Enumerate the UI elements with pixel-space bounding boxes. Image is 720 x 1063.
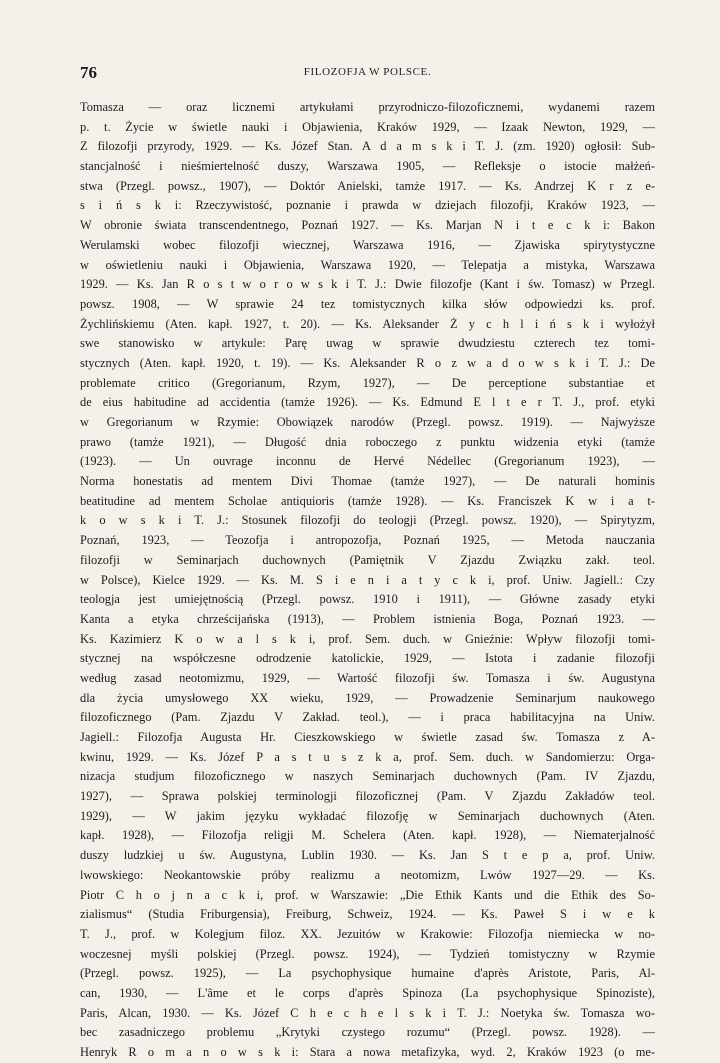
text-line: (1923). — Un ouvrage inconnu de Hervé Nédellec (Gregorianum 1923), —	[80, 454, 655, 469]
text-line: stancjalność i nieśmiertelność duszy, Warszawa 1905, — Refleksje o istocie małżeń-	[80, 159, 655, 174]
text-line: kapł. 1928), — Filozofja religji M. Schelera (Aten. kapł. 1928), — Niematerjalność	[80, 828, 655, 843]
text-line: can, 1930, — L'âme et le corps d'après Spinoza (La psychophysique Spinoziste),	[80, 985, 655, 1000]
text-line: Piotr C h o j n a c k i, prof. w Warszawie: „Die Ethik Kants und die Ethik des So-	[80, 887, 655, 902]
text-line: Żychlińskiemu (Aten. kapł. 1927, t. 20). — Ks. Aleksander Ż y c h l i ń s k i wyłożył	[80, 316, 655, 331]
text-line: teologja jest umiejętnością (Przegl. powsz. 1910 i 1911), — Główne zasady etyki	[80, 592, 655, 607]
text-line: Werulamski wobec filozofji wiecznej, Warszawa 1916, — Zjawiska spirytystyczne	[80, 237, 655, 252]
text-line: beatitudine ad mentem Scholae antiquioris (tamże 1928). — Ks. Franciszek K w i a t-	[80, 493, 655, 508]
page-header	[80, 63, 655, 87]
text-line: dla życia umysłowego XX wieku, 1929, — Prowadzenie Seminarjum naukowego	[80, 690, 655, 705]
text-line: s i ń s k i: Rzeczywistość, poznanie i prawda w dziejach filozofji, Kraków 1923, —	[80, 198, 655, 213]
text-line: Kanta a etyka chrześcijańska (1913), — Problem istnienia Boga, Poznań 1923. —	[80, 611, 655, 626]
text-line: powsz. 1908, — W sprawie 24 tez tomistycznych kilka słów odpowiedzi ks. prof.	[80, 296, 655, 311]
text-line: stycznej na współczesne odrodzenie katolickie, 1929, — Istota i zadanie filozofji	[80, 651, 655, 666]
text-line: problemate critico (Gregorianum, Rzym, 1927), — De perceptione substantiae et	[80, 375, 655, 390]
text-line: de eius habitudine ad accidentia (tamże 1926). — Ks. Edmund E l t e r T. J., prof. etyki	[80, 395, 655, 410]
text-line: swe stanowisko w artykule: Parę uwag w sprawie dwudziestu czterech tez tomi-	[80, 336, 655, 351]
text-line: duszy ludzkiej u św. Augustyna, Lublin 1930. — Ks. Jan S t e p a, prof. Uniw.	[80, 848, 655, 863]
text-line: stwa (Przegl. powsz., 1907), — Doktór Anielski, tamże 1917. — Ks. Andrzej K r z e-	[80, 178, 655, 193]
text-line: W obronie świata transcendentnego, Poznań 1927. — Ks. Marjan N i t e c k i: Bakon	[80, 218, 655, 233]
text-line: Tomasza — oraz licznemi artykułami przyrodniczo-filozoficznemi, wydanemi razem	[80, 100, 655, 114]
text-line: kwinu, 1929. — Ks. Józef P a s t u s z k a, prof. Sem. duch. w Sandomierzu: Orga-	[80, 749, 655, 764]
body-text	[80, 98, 655, 1063]
text-line: Paris, Alcan, 1930. — Ks. Józef C h e c h e l s k i T. J.: Noetyka św. Tomasza wo-	[80, 1005, 655, 1020]
text-line: Jagiell.: Filozofja Augusta Hr. Cieszkowskiego w świetle zasad św. Tomasza z A-	[80, 730, 655, 744]
text-line: zialismus“ (Studia Friburgensia), Freiburg, Schweiz, 1924. — Ks. Paweł S i w e k	[80, 907, 655, 922]
text-line: filozofji w Seminarjach duchownych (Pamiętnik V Zjazdu Związku zakł. teol.	[80, 552, 655, 567]
text-line: T. J., prof. w Kolegjum filoz. XX. Jezuitów w Krakowie: Filozofja niemiecka w no-	[80, 926, 655, 941]
text-line: nizacja studjum filozoficznego w naszych Seminarjach duchownych (Pam. IV Zjazdu,	[80, 769, 655, 784]
text-line: lwowskiego: Neokantowskie próby realizmu a neotomizm, Lwów 1927—29. — Ks.	[80, 867, 655, 882]
text-line: Henryk R o m a n o w s k i: Stara a nowa metafizyka, wyd. 2, Kraków 1923 (o me-	[80, 1045, 655, 1059]
text-line: prawo (tamże 1921), — Długość dnia roboczego z punktu widzenia etyki (tamże	[80, 434, 655, 449]
text-line: 1929. — Ks. Jan R o s t w o r o w s k i T. J.: Dwie filozofje (Kant i św. Tomasz) w Przegl.	[80, 277, 655, 292]
text-line: 1927), — Sprawa polskiej terminologji filozoficznej (Pam. V Zjazdu Zakładów teol.	[80, 789, 655, 804]
text-line: bec zasadniczego problemu „Krytyki czystego rozumu“ (Przegl. powsz. 1928). —	[80, 1025, 655, 1040]
text-line: w Polsce), Kielce 1929. — Ks. M. S i e n i a t y c k i, prof. Uniw. Jagiell.: Czy	[80, 572, 655, 587]
text-line: stycznych (Aten. kapł. 1920, t. 19). — Ks. Aleksander R o z w a d o w s k i T. J.: De	[80, 355, 655, 370]
text-line: filozoficznego (Pam. Zjazdu V Zakład. teol.), — i praca habilitacyjna na Uniw.	[80, 710, 655, 725]
running-head: FILOZOFJA W POLSCE.	[303, 66, 432, 78]
text-line: Norma honestatis ad mentem Divi Thomae (tamże 1927), — De naturali hominis	[80, 474, 655, 489]
text-line: według zasad neotomizmu, 1929, — Wartość filozofji św. Tomasza i św. Augustyna	[80, 670, 655, 685]
text-line: w Gregorianum w Rzymie: Obowiązek narodów (Przegl. powsz. 1919). — Najwyższe	[80, 415, 655, 429]
page-number: 76	[80, 63, 97, 82]
text-line: w oświetleniu nauki i Objawienia, Warszawa 1920, — Telepatja a mistyka, Warszawa	[80, 257, 655, 272]
text-line: 1929), — W jakim języku wykładać filozofję w Seminarjach duchownych (Aten.	[80, 808, 655, 823]
text-line: Poznań, 1923, — Teozofja i antropozofja, Poznań 1925, — Metoda nauczania	[80, 533, 655, 548]
text-line: woczesnej myśli polskiej (Przegl. powsz. 1924), — Tydzień tomistyczny w Rzymie	[80, 946, 655, 961]
text-line: Ks. Kazimierz K o w a l s k i, prof. Sem. duch. w Gnieźnie: Wpływ filozofji tomi-	[80, 631, 655, 646]
text-line: (Przegl. powsz. 1925), — La psychophysique humaine d'après Aristote, Paris, Al-	[80, 966, 655, 981]
text-line: p. t. Życie w świetle nauki i Objawienia, Kraków 1929, — Izaak Newton, 1929, —	[80, 119, 655, 134]
text-line: Z filozofji przyrody, 1929. — Ks. Józef Stan. A d a m s k i T. J. (zm. 1920) ogłosił: Sub-	[80, 139, 655, 154]
text-line: k o w s k i T. J.: Stosunek filozofji do teologji (Przegl. powsz. 1920), — Spirytyzm,	[80, 513, 655, 528]
